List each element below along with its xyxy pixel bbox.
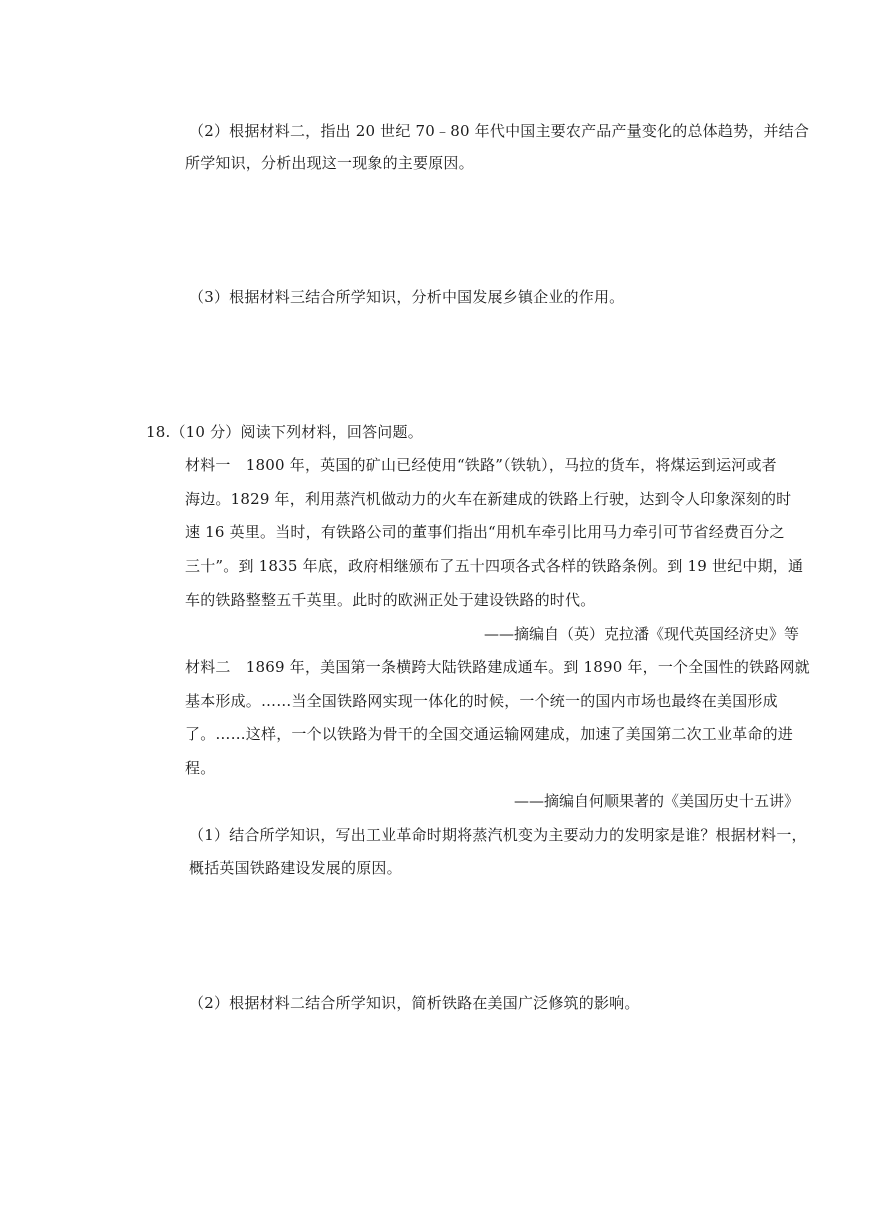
q17-sub2-line2: 所学知识，分析出现这一现象的主要原因。 [185,154,474,172]
q18-sub1-line2: 概括英国铁路建设发展的原因。 [189,859,402,877]
material2-line: 基本形成。……当全国铁路网实现一体化的时候，一个统一的国内市场也最终在美国形成 [185,692,778,710]
material1-line: 三十”。到 1835 年底，政府相继颁布了五十四项各式各样的铁路条例。到 19 世纪中期，通 [185,557,804,575]
q17-sub3: （3）根据材料三结合所学知识，分析中国发展乡镇企业的作用。 [189,288,625,306]
q17-sub2-line1: （2）根据材料二，指出 20 世纪 70﹣80 年代中国主要农产品产量变化的总体趋势，并结合 [189,122,810,140]
material1-source: ——摘编自（英）克拉潘《现代英国经济史》等 [483,625,799,643]
material1-line: 材料一 1800 年，英国的矿山已经使用“铁路”（铁轨），马拉的货车，将煤运到运河或者 [185,456,777,474]
material2-line: 材料二 1869 年，美国第一条横跨大陆铁路建成通车。到 1890 年，一个全国性的铁路网就 [185,658,810,676]
material1-line: 速 16 英里。当时，有铁路公司的董事们指出“用机车牵引比用马力牵引可节省经费百分之 [185,523,785,541]
material2-line: 程。 [185,759,216,777]
material2-source: ——摘编自何顺果著的《美国历史十五讲》 [513,792,799,810]
material1-line: 车的铁路整整五千英里。此时的欧洲正处于建设铁路的时代。 [185,591,596,609]
q18-sub2: （2）根据材料二结合所学知识，简析铁路在美国广泛修筑的影响。 [189,994,640,1012]
q18-sub1-line1: （1）结合所学知识，写出工业革命时期将蒸汽机变为主要动力的发明家是谁？根据材料一， [189,826,807,844]
q18-header: 18.（10 分）阅读下列材料，回答问题。 [146,423,423,441]
material2-line: 了。……这样，一个以铁路为骨干的全国交通运输网建成，加速了美国第二次工业革命的进 [185,725,794,743]
material1-line: 海边。1829 年，利用蒸汽机做动力的火车在新建成的铁路上行驶，达到令人印象深刻的时 [185,490,792,508]
